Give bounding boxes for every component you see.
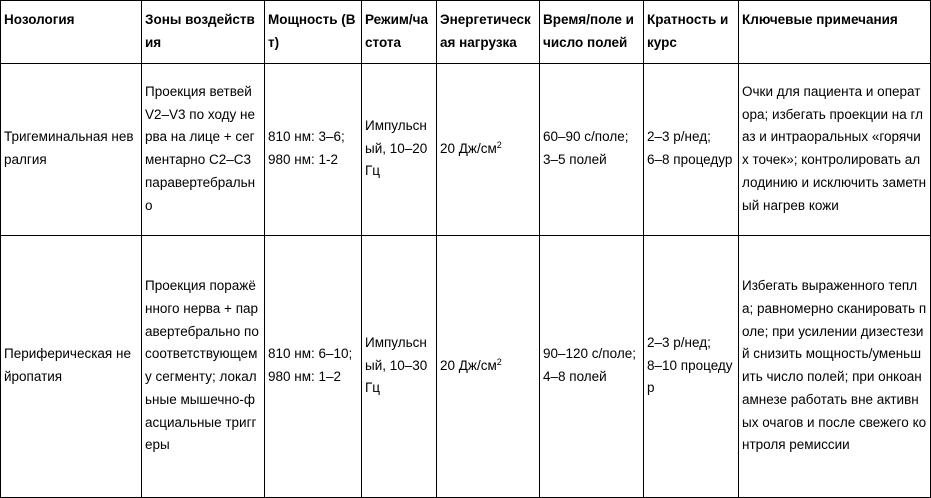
cell-energy	[437, 63, 540, 235]
frequency-line: 6–8 процедур	[647, 152, 733, 168]
cell-power	[265, 235, 362, 497]
energy-superscript: 2	[496, 356, 502, 367]
header-time: Время/поле и число полей	[540, 1, 644, 64]
power-line: 980 нм: 1–2	[268, 369, 342, 385]
header-zones: Зоны воздействия	[142, 1, 265, 64]
header-frequency: Кратность и курс	[644, 1, 739, 64]
cell-power	[265, 63, 362, 235]
cell-time	[540, 63, 644, 235]
frequency-line: 2–3 р/нед;	[647, 334, 711, 350]
time-line: 3–5 полей	[543, 152, 607, 168]
cell-frequency	[644, 63, 739, 235]
header-energy: Энергетическая нагрузка	[437, 1, 540, 64]
time-line: 90–120 с/поле;	[543, 346, 636, 362]
header-mode: Режим/частота	[362, 1, 437, 64]
cell-notes: Избегать выраженного тепла; равномерно сканировать поле; при усилении дизестезий снизить мощность/уменьшить число полей; при онкоанамнезе работать вне активных очагов и после свежего контроля ремиссии	[739, 235, 931, 497]
frequency-line: 2–3 р/нед;	[647, 129, 711, 145]
power-line: 810 нм: 3–6;	[268, 129, 345, 145]
cell-nosology: Периферическая нейропатия	[1, 235, 142, 497]
energy-value: 20 Дж/см	[440, 357, 497, 373]
cell-time	[540, 235, 644, 497]
cell-zones: Проекция ветвей V2–V3 по ходу нерва на лице + сегментарно C2–C3 паравертебрально	[142, 63, 265, 235]
cell-frequency	[644, 235, 739, 497]
cell-mode: Импульсный, 10–20 Гц	[362, 63, 437, 235]
frequency-line: 8–10 процедур	[647, 357, 733, 396]
header-power: Мощность (Вт)	[265, 1, 362, 64]
table-header-row	[1, 1, 931, 64]
cell-energy	[437, 235, 540, 497]
power-line: 810 нм: 6–10;	[268, 346, 353, 362]
energy-superscript: 2	[496, 139, 502, 150]
cell-mode: Импульсный, 10–30 Гц	[362, 235, 437, 497]
cell-zones: Проекция поражённого нерва + паравертебрально по соответствующему сегменту; локальные мышечно-фасциальные триггеры	[142, 235, 265, 497]
header-nosology: Нозология	[1, 1, 142, 64]
energy-value: 20 Дж/см	[440, 140, 497, 156]
cell-notes: Очки для пациента и оператора; избегать проекции на глаз и интраоральных «горячих точек»; контролировать аллодинию и исключить заметный нагрев кожи	[739, 63, 931, 235]
cell-nosology: Тригеминальная невралгия	[1, 63, 142, 235]
table-row	[1, 235, 931, 497]
header-notes: Ключевые примечания	[739, 1, 931, 64]
power-line: 980 нм: 1-2	[268, 152, 339, 168]
time-line: 4–8 полей	[543, 369, 607, 385]
time-line: 60–90 с/поле;	[543, 129, 629, 145]
table-row	[1, 63, 931, 235]
